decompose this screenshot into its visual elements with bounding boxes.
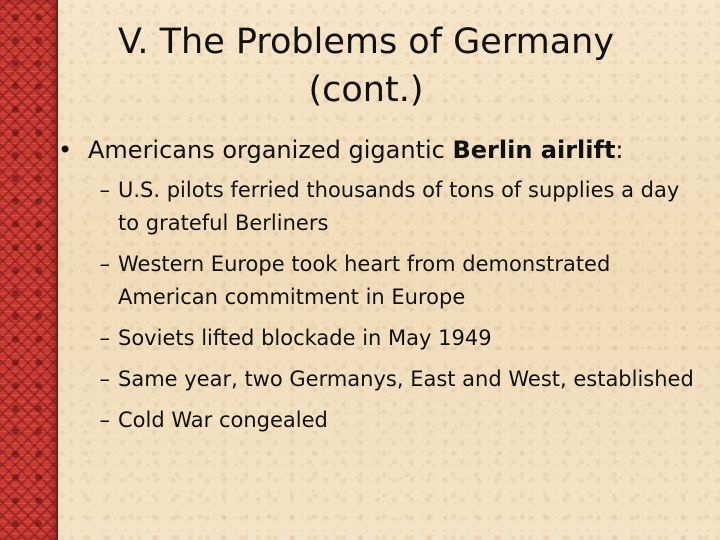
sub-bullet (58, 322, 698, 355)
main-bullet-text-before: Americans organized gigantic (88, 136, 453, 164)
main-bullet-text-after: : (615, 136, 624, 164)
sub-bullet (58, 248, 698, 314)
sub-bullet-mark: – (99, 178, 110, 202)
sub-bullet-text: Cold War congealed (118, 408, 328, 432)
sub-bullet-mark: – (99, 326, 110, 350)
sub-bullet-text: Western Europe took heart from demonstrated American commitment in Europe (118, 252, 611, 309)
sub-bullet (58, 404, 698, 437)
slide-title (56, 18, 676, 114)
sub-bullet-mark: – (99, 252, 110, 276)
sub-bullet (58, 174, 698, 240)
sub-bullet-mark: – (99, 367, 110, 391)
sub-bullet-list (58, 174, 698, 437)
sub-bullet-mark: – (99, 408, 110, 432)
sub-bullet (58, 363, 698, 396)
main-bullet-text-bold: Berlin airlift (452, 136, 616, 164)
slide-body (58, 132, 698, 445)
title-line-1: V. The Problems of Germany (117, 22, 615, 62)
sub-bullet-text: Same year, two Germanys, East and West, established (118, 367, 694, 391)
sub-bullet-text: Soviets lifted blockade in May 1949 (118, 326, 492, 350)
sub-bullet-text: U.S. pilots ferried thousands of tons of supplies a day to grateful Berliners (118, 178, 680, 235)
main-bullet-text (88, 132, 624, 168)
title-line-2: (cont.) (308, 70, 424, 110)
decorative-border (0, 0, 58, 540)
main-bullet (58, 132, 698, 168)
bullet-mark: • (58, 136, 73, 164)
